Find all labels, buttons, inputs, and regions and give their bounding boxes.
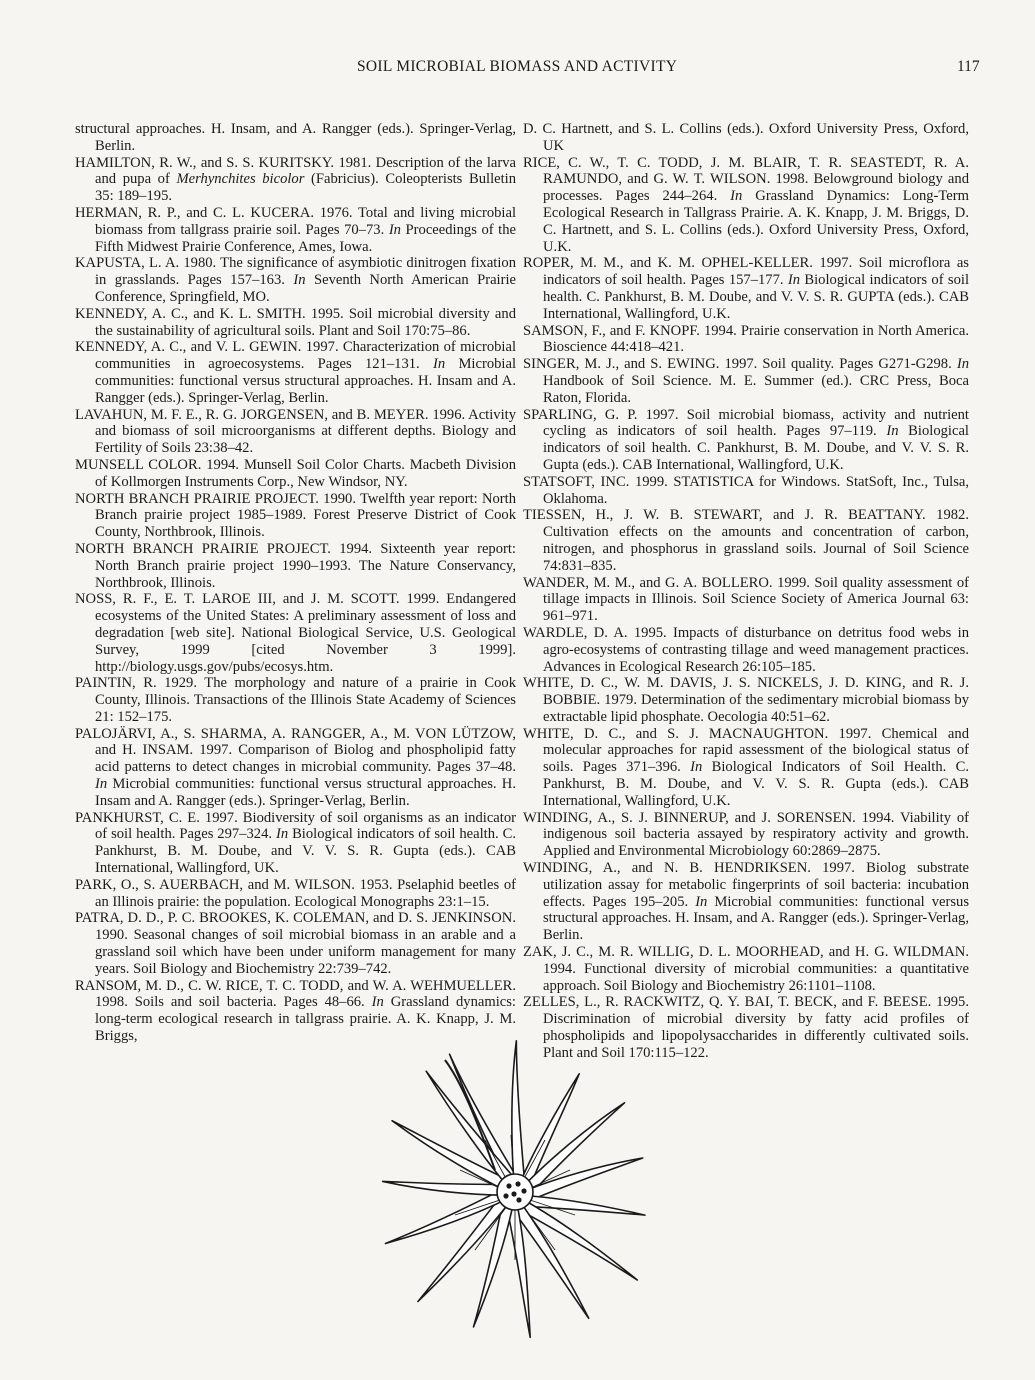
- reference-italic: In: [388, 221, 401, 238]
- flower-illustration: [365, 1020, 685, 1365]
- reference-entry: [75, 339, 516, 406]
- reference-entry: [523, 575, 969, 625]
- reference-text: RICE, C. W., T. C. TODD, J. M. BLAIR, T. R. SEASTEDT, R. A. RAMUNDO, and G. W. T. WILSON. 1998. Belowground biology and processes. Pages 244–264.: [523, 154, 969, 205]
- reference-italic: In: [730, 188, 743, 205]
- reference-text: Microbial communities: functional versus structural approaches. H. Insam, and A. Rangger (eds.). Springer-Verlag, Berlin.: [543, 893, 969, 944]
- reference-entry: [523, 474, 969, 508]
- reference-text: Biological indicators of soil health. C. Pankhurst, B. M. Doube, and V. V. S. R. Gupta (eds.). CAB International, Wallingford, U.K.: [543, 423, 969, 473]
- page-header: [0, 58, 1035, 82]
- reference-entry: [523, 726, 969, 810]
- reference-entry: [523, 356, 969, 406]
- reference-text: STATSOFT, INC. 1999. STATISTICA for Windows. StatSoft, Inc., Tulsa, Oklahoma.: [523, 473, 969, 507]
- reference-text: NORTH BRANCH PRAIRIE PROJECT. 1994. Sixteenth year report: North Branch prairie project 1990–1993. The Nature Conservancy, Northbrook, Illinois.: [75, 540, 516, 591]
- reference-text: ROPER, M. M., and K. M. OPHEL-KELLER. 1997. Soil microflora as indicators of soil health. Pages 157–177.: [523, 255, 969, 289]
- reference-text: Grassland Dynamics: Long-Term Ecological Research in Tallgrass Prairie. A. K. Knapp, J. M. Briggs, D. C. Hartnett, and S. L. Collins (eds.). Oxford University Press, Oxford, U.K.: [543, 188, 969, 255]
- reference-text: WANDER, M. M., and G. A. BOLLERO. 1999. Soil quality assessment of tillage impacts in Illinois. Soil Science Society of America Journal 63: 961–971.: [523, 574, 969, 625]
- reference-text: RANSOM, M. D., C. W. RICE, T. C. TODD, and W. A. WEHMUELLER. 1998. Soils and soil bacteria. Pages 48–66.: [75, 977, 516, 1011]
- reference-text: MUNSELL COLOR. 1994. Munsell Soil Color Charts. Macbeth Division of Kollmorgen Instruments Corp., New Windsor, NY.: [75, 456, 516, 490]
- reference-text: Biological Indicators of Soil Health. C. Pankhurst, B. M. Doube, and V. V. S. R. Gupta (eds.). CAB International, Wallingford, U.K.: [543, 759, 970, 809]
- reference-text: LAVAHUN, M. F. E., R. G. JORGENSEN, and B. MEYER. 1996. Activity and biomass of soil microorganisms at different depths. Biology and Fertility of Soils 23:38–42.: [75, 406, 516, 457]
- reference-text: PATRA, D. D., P. C. BROOKES, K. COLEMAN, and D. S. JENKINSON. 1990. Seasonal changes of soil microbial biomass in an arable and a grassland soil which have been under uniform management for many years. Soil Biology and Biochemistry 22:739–742.: [75, 910, 516, 977]
- reference-italic: In: [275, 826, 289, 843]
- reference-text: NOSS, R. F., E. T. LAROE III, and J. M. SCOTT. 1999. Endangered ecosystems of the United States: A preliminary assessment of loss and degradation [web site]. National Biological Service, U.S. Geological Survey, 1999 [cited November 3 1999]. http://biology.usgs.gov/pubs/ecosys.htm.: [75, 591, 516, 675]
- reference-text: ZAK, J. C., M. R. WILLIG, D. L. MOORHEAD, and H. G. WILDMAN. 1994. Functional diversity of microbial communities: a quantitative approach. Soil Biology and Biochemistry 26:1101–1108.: [523, 944, 969, 994]
- reference-entry: [75, 491, 516, 541]
- reference-entry: [523, 407, 969, 474]
- reference-italic: In: [690, 759, 703, 776]
- reference-text: WARDLE, D. A. 1995. Impacts of disturbance on detritus food webs in agro-ecosystems of contrasting tillage and weed management practices. Advances in Ecological Research 26:105–185.: [523, 624, 969, 675]
- reference-text: PALOJÄRVI, A., S. SHARMA, A. RANGGER, A., M. VON LÜTZOW, and H. INSAM. 1997. Comparison of Biolog and phospholipid fatty acid patterns to detect changes in microbial community. Pages 37–48.: [75, 725, 516, 776]
- reference-entry: [75, 675, 516, 725]
- reference-italic: In: [293, 272, 306, 289]
- reference-italic: In: [886, 423, 899, 440]
- reference-entry: [523, 155, 969, 256]
- reference-text: SINGER, M. J., and S. EWING. 1997. Soil quality. Pages G271-G298.: [523, 356, 957, 373]
- reference-entry: [75, 910, 516, 977]
- reference-text: structural approaches. H. Insam, and A. Rangger (eds.). Springer-Verlag, Berlin.: [75, 121, 516, 154]
- reference-text: KAPUSTA, L. A. 1980. The significance of asymbiotic dinitrogen fixation in grasslands. Pages 157–163.: [75, 255, 516, 289]
- reference-entry: [75, 810, 516, 877]
- reference-entry: [75, 541, 516, 591]
- reference-text: Microbial communities: functional versus structural approaches. H. Insam and A. Rangger (eds.). Springer-Verlag, Berlin.: [95, 776, 516, 809]
- reference-entry: [75, 457, 516, 491]
- reference-entry: [523, 507, 969, 574]
- reference-text: (Fabricius). Coleopterists Bulletin 35: 189–195.: [95, 171, 517, 205]
- reference-entry: [75, 306, 516, 340]
- reference-entry: [75, 407, 516, 457]
- reference-text: SAMSON, F., and F. KNOPF. 1994. Prairie conservation in North America. Bioscience 44:418–421.: [523, 322, 969, 356]
- reference-entry: [523, 625, 969, 675]
- reference-text: HERMAN, R. P., and C. L. KUCERA. 1976. Total and living microbial biomass from tallgrass prairie soil. Pages 70–73.: [75, 204, 516, 238]
- reference-text: Biological indicators of soil health. C. Pankhurst, B. M. Doube, and V. V. S. R. Gupta (eds.). CAB International, Wallingford, UK.: [95, 826, 516, 877]
- references-left-column: [75, 121, 516, 1045]
- reference-entry: [523, 675, 969, 725]
- reference-text: TIESSEN, H., J. W. B. STEWART, and J. R. BEATTANY. 1982. Cultivation effects on the amounts and concentration of carbon, nitrogen, and phosphorus in grassland soils. Journal of Soil Science 74:831–835.: [523, 507, 969, 574]
- reference-text: PANKHURST, C. E. 1997. Biodiversity of soil organisms as an indicator of soil health. Pages 297–324.: [75, 809, 516, 843]
- reference-text: WINDING, A., and N. B. HENDRIKSEN. 1997. Biolog substrate utilization assay for metabolic fingerprints of soil bacteria: incubation effects. Pages 195–205.: [523, 860, 969, 910]
- reference-text: Proceedings of the Fifth Midwest Prairie Conference, Ames, Iowa.: [95, 221, 517, 255]
- reference-text: PARK, O., S. AUERBACH, and M. WILSON. 1953. Pselaphid beetles of an Illinois prairie: the population. Ecological Monographs 23:1–15.: [75, 876, 516, 910]
- reference-italic: In: [787, 272, 801, 289]
- reference-italic: In: [371, 994, 384, 1011]
- reference-entry: [75, 205, 516, 255]
- reference-entry: [523, 255, 969, 322]
- page-number: 117: [957, 58, 980, 75]
- reference-italic: In: [695, 893, 708, 910]
- reference-entry: [523, 860, 969, 944]
- reference-text: Microbial communities: functional versus structural approaches. H. Insam and A. Rangger (eds.). Springer-Verlag, Berlin.: [95, 356, 517, 406]
- reference-italic: In: [956, 356, 969, 373]
- reference-text: KENNEDY, A. C., and V. L. GEWIN. 1997. Characterization of microbial communities in agroecosystems. Pages 121–131.: [75, 339, 516, 373]
- reference-text: WINDING, A., S. J. BINNERUP, and J. SORENSEN. 1994. Viability of indigenous soil bacteria assayed by respiratory activity and growth. Applied and Environmental Microbiology 60:2869–2875.: [523, 809, 969, 860]
- reference-text: PAINTIN, R. 1929. The morphology and nature of a prairie in Cook County, Illinois. Transactions of the Illinois State Academy of Sciences 21: 152–175.: [75, 675, 516, 725]
- reference-entry: [75, 591, 516, 675]
- reference-text: ZELLES, L., R. RACKWITZ, Q. Y. BAI, T. BECK, and F. BEESE. 1995. Discrimination of microbial diversity by fatty acid profiles of phospholipids and lipopolysaccharides in differently cultivated soils. Plant and Soil 170:115–122.: [523, 994, 969, 1061]
- reference-text: Handbook of Soil Science. M. E. Summer (ed.). CRC Press, Boca Raton, Florida.: [543, 372, 969, 406]
- reference-italic: Merhynchites bicolor: [176, 171, 305, 188]
- reference-text: KENNEDY, A. C., and K. L. SMITH. 1995. Soil microbial diversity and the sustainability of agricultural soils. Plant and Soil 170:75–86.: [75, 305, 516, 339]
- reference-italic: In: [95, 776, 108, 793]
- reference-entry: [523, 121, 969, 155]
- reference-text: Biological indicators of soil health. C. Pankhurst, B. M. Doube, and V. V. S. R. GUPTA (eds.). CAB International, Wallingford, U.K.: [543, 272, 969, 322]
- reference-entry: [75, 726, 516, 810]
- reference-entry: [523, 810, 969, 860]
- running-head: SOIL MICROBIAL BIOMASS AND ACTIVITY: [357, 58, 678, 75]
- reference-text: NORTH BRANCH PRAIRIE PROJECT. 1990. Twelfth year report: North Branch prairie project 1985–1989. Forest Preserve District of Cook County, Northbrook, Illinois.: [75, 490, 516, 541]
- reference-entry: [75, 155, 516, 205]
- reference-italic: In: [433, 356, 446, 373]
- reference-text: WHITE, D. C., W. M. DAVIS, J. S. NICKELS, J. D. KING, and R. J. BOBBIE. 1979. Determination of the sedimentary microbial biomass by extractable lipid phosphate. Oecologia 40:51–62.: [523, 675, 969, 725]
- reference-text: Grassland dynamics: long-term ecological research in tallgrass prairie. A. K. Knapp, J. M. Briggs,: [95, 994, 516, 1045]
- reference-entry: [75, 255, 516, 305]
- reference-entry: [523, 323, 969, 357]
- reference-text: HAMILTON, R. W., and S. S. KURITSKY. 1981. Description of the larva and pupa of: [75, 154, 516, 188]
- reference-text: WHITE, D. C., and S. J. MACNAUGHTON. 1997. Chemical and molecular approaches for rapid assessment of the biological status of soils. Pages 371–396.: [523, 725, 969, 776]
- references-right-column: [523, 121, 969, 1062]
- reference-entry: [523, 944, 969, 994]
- reference-text: SPARLING, G. P. 1997. Soil microbial biomass, activity and nutrient cycling as indicators of soil health. Pages 97–119.: [523, 406, 969, 440]
- reference-text: D. C. Hartnett, and S. L. Collins (eds.). Oxford University Press, Oxford, UK: [523, 121, 969, 154]
- reference-entry: [75, 121, 516, 155]
- reference-text: Seventh North American Prairie Conference, Springfield, MO.: [95, 272, 516, 305]
- reference-entry: [75, 877, 516, 911]
